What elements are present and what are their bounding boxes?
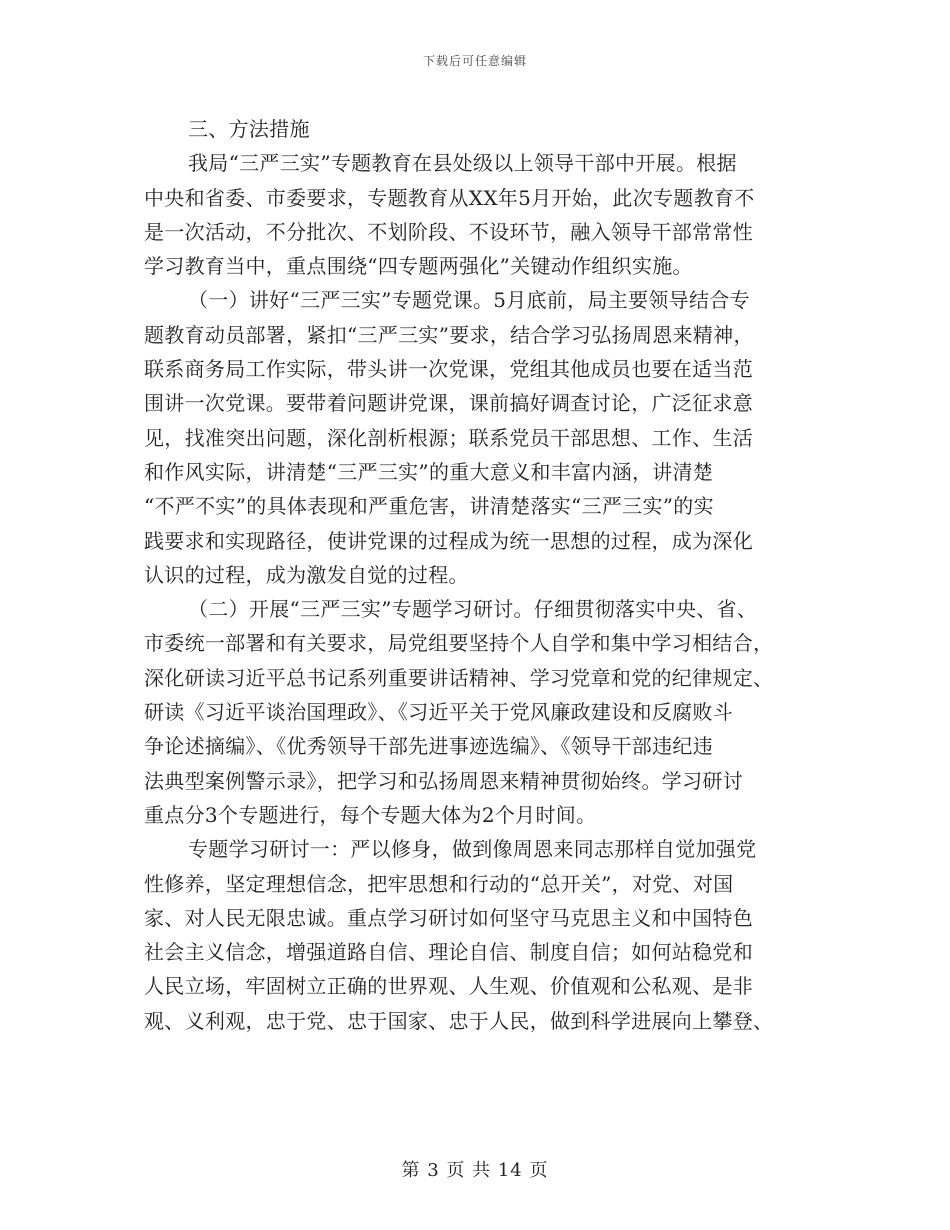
text-line: 和作风实际，讲清楚“三严三实”的重大意义和丰富内涵，讲清楚 <box>144 459 714 484</box>
text-line: 是一次活动，不分批次、不划阶段、不设环节，融入领导干部常常性 <box>144 219 753 244</box>
text-line: 认识的过程，成为激发自觉的过程。 <box>144 562 469 587</box>
text-line: （一）讲好“三严三实”专题党课。5月底前，局主要领导结合专 <box>188 288 750 313</box>
text-line: 社会主义信念，增强道路自信、理论自信、制度自信；如何站稳党和 <box>144 940 753 965</box>
text-line: 法典型案例警示录》，把学习和弘扬周恩来精神贯彻始终。学习研讨 <box>144 768 743 793</box>
page-number: 第 3 页 共 14 页 <box>401 1160 549 1181</box>
text-line: 市委统一部署和有关要求，局党组要坚持个人自学和集中学习相结合， <box>144 631 774 656</box>
text-line: 题教育动员部署，紧扣“三严三实”要求，结合学习弘扬周恩来精神， <box>144 322 754 347</box>
text-line: 学习教育当中，重点围绕“四专题两强化”关键动作组织实施。 <box>144 254 693 279</box>
text-line: 人民立场，牢固树立正确的世界观、人生观、价值观和公私观、是非 <box>144 974 753 999</box>
text-line: 围讲一次党课。要带着问题讲党课，课前搞好调查讨论，广泛征求意 <box>144 391 753 416</box>
text-line: （二）开展“三严三实”专题学习研讨。仔细贯彻落实中央、省、 <box>188 597 758 622</box>
text-line: 我局“三严三实”专题教育在县处级以上领导干部中开展。根据 <box>188 151 737 176</box>
header-note: 下载后可任意编辑 <box>422 54 527 68</box>
text-line: 专题学习研讨一：严以修身，做到像周恩来同志那样自觉加强党 <box>188 837 757 862</box>
text-line: 联系商务局工作实际，带头讲一次党课，党组其他成员也要在适当范 <box>144 357 753 382</box>
text-line: 家、对人民无限忠诚。重点学习研讨如何坚守马克思主义和中国特色 <box>144 905 753 930</box>
text-line: 三、方法措施 <box>188 117 310 141</box>
text-line: “不严不实”的具体表现和严重危害，讲清楚落实“三严三实”的实 <box>144 494 714 519</box>
text-line: 研读《习近平谈治国理政》、《习近平关于党风廉政建设和反腐败斗 <box>144 700 733 725</box>
body-text <box>144 112 812 1038</box>
text-line: 性修养，坚定理想信念，把牢思想和行动的“总开关”，对党、对国 <box>144 871 734 896</box>
text-line: 争论述摘编》、《优秀领导干部先进事迹选编》、《领导干部违纪违 <box>144 734 713 759</box>
text-line: 重点分3个专题进行，每个专题大体为2个月时间。 <box>144 802 597 827</box>
text-line: 深化研读习近平总书记系列重要讲话精神、学习党章和党的纪律规定、 <box>144 665 774 690</box>
text-line: 观、义利观，忠于党、忠于国家、忠于人民，做到科学进展向上攀登、 <box>144 1008 774 1033</box>
text-line: 中央和省委、市委要求，专题教育从XX年5月开始，此次专题教育不 <box>144 185 755 210</box>
text-line: 践要求和实现路径，使讲党课的过程成为统一思想的过程，成为深化 <box>144 528 753 553</box>
text-line: 见，找准突出问题，深化剖析根源；联系党员干部思想、工作、生活 <box>144 425 753 450</box>
